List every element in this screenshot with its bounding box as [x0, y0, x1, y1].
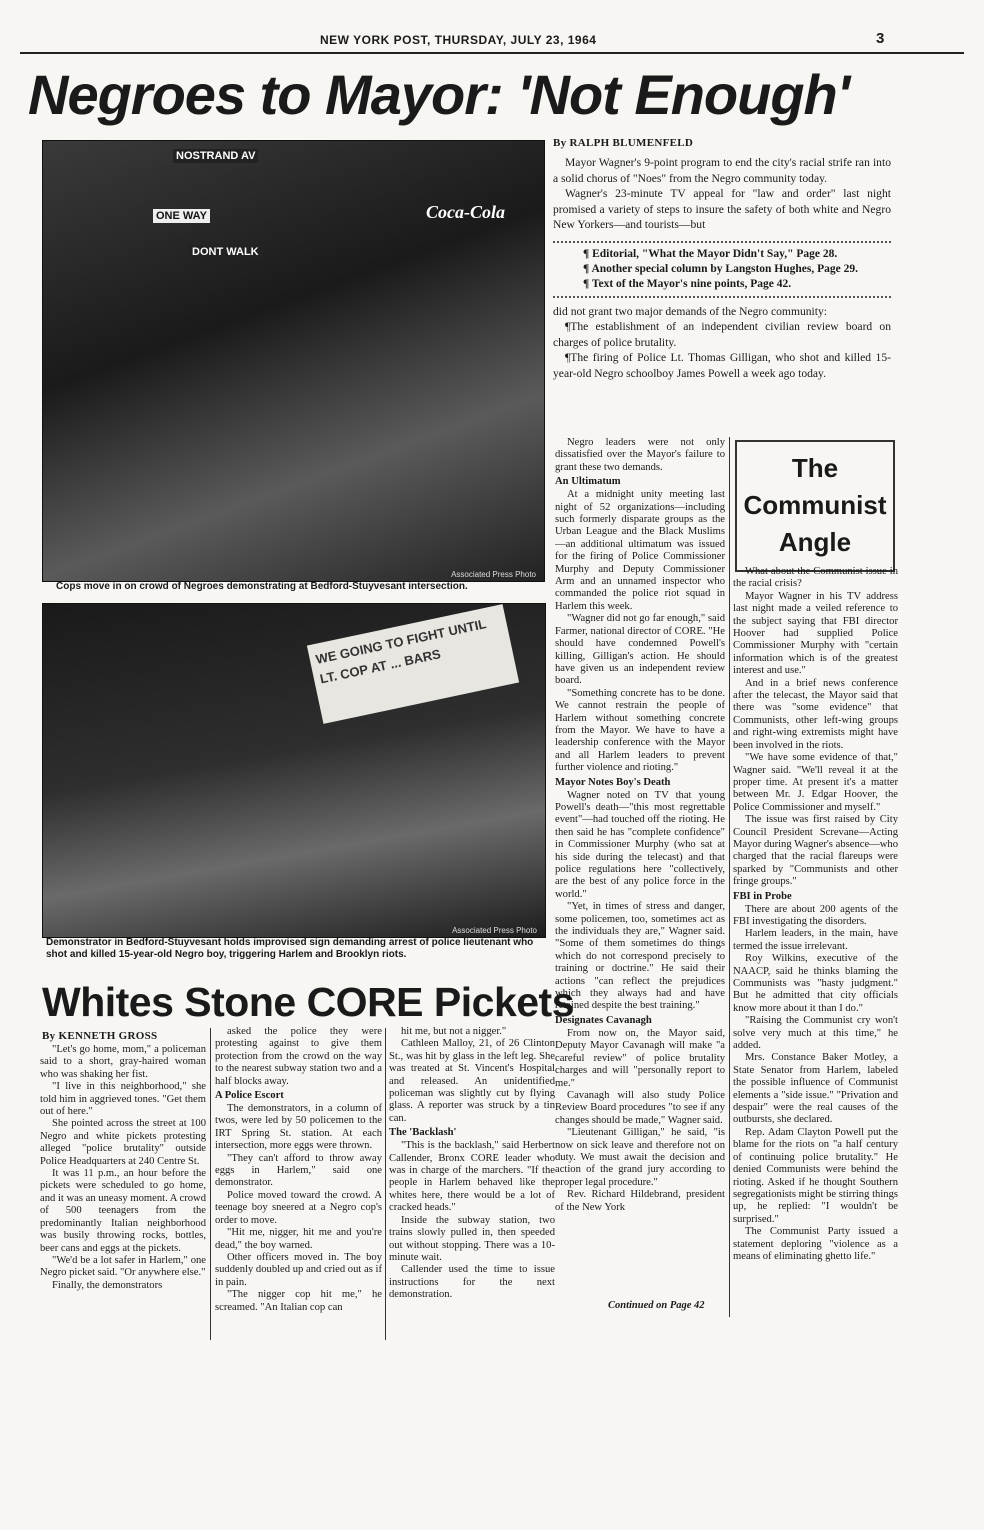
dont-walk-sign: DONT WALK [189, 245, 262, 259]
paragraph: Mrs. Constance Baker Motley, a State Senator from Harlem, labeled the possible influence of Communist elements a "side issue." "Privation and despair" were the real causes of the outbursts, she declared. [733, 1052, 898, 1126]
dateline: NEW YORK POST, THURSDAY, JULY 23, 1964 [320, 33, 597, 47]
paragraph: The demonstrators, in a column of twos, were led by 50 policemen to the IRT Spring St. station. At each intersection, more eggs were thrown. [215, 1103, 382, 1152]
cross-references [553, 241, 891, 298]
one-way-sign: ONE WAY [153, 209, 210, 223]
paragraph: Wagner's 23-minute TV appeal for "law and order" last night promised a variety of steps to insure the safety of both white and Negro New Yorkers—and tourists—but [553, 187, 891, 231]
paragraph: Wagner noted on TV that young Powell's death—"this most regrettable event"—had touched off the rioting. He then said he has "complete confidence" in Commissioner Murphy (who sat at his side during the telecast) and that police regulations here "collectively, are the best of any police force in the world." [555, 789, 725, 900]
paragraph: Harlem leaders, in the main, have termed the issue irrelevant. [733, 928, 898, 952]
subheading: FBI in Probe [733, 890, 792, 902]
sidebar-column [733, 566, 898, 1316]
street-sign: NOSTRAND AV [173, 149, 258, 163]
paragraph: Mayor Wagner's 9-point program to end the city's racial strife ran into a solid chorus of "Noes" from the Negro community today. [553, 156, 891, 185]
paragraph: "They can't afford to throw away eggs in Harlem," said one demonstrator. [215, 1152, 382, 1189]
paragraph: "Yet, in times of stress and danger, some policemen, too, sometimes act as the individuals they are," Wagner said. "Some of them sometimes do things which do not correspond precisely to training or doctrine." He said their actions "can reflect the prejudices which they always had and have retained despite the best training." [555, 901, 725, 1012]
photo-caption: Demonstrator in Bedford-Stuyvesant holds improvised sign demanding arrest of police lieutenant who shot and killed 15-year-old Negro boy, triggering Harlem and Brooklyn riots. [46, 937, 534, 960]
photo-caption: Cops move in on crowd of Negroes demonstrating at Bedford-Stuyvesant intersection. [56, 581, 468, 592]
paragraph: Callender used the time to issue instructions for the next demonstration. [389, 1264, 555, 1301]
paragraph: "Wagner did not go far enough," said Farmer, national director of CORE. "He should have condemned Powell's killing, Gilligan's action. He should have given us an independent review board. [555, 613, 725, 687]
paragraph: The Communist Party issued a statement deploring "violence as a means of eliminating ghetto life." [733, 1226, 898, 1262]
paragraph: "Let's go home, mom," a policeman said to a short, gray-haired woman who was shaking her fist. [40, 1044, 206, 1080]
paragraph: And in a brief news conference after the telecast, the Mayor said that there was "some evidence" that Communists, other left-wing groups and right-wing extremists might have been involved in the riots. [733, 677, 898, 751]
cola-sign: Coca-Cola [426, 202, 505, 222]
paragraph: Police moved toward the crowd. A teenage boy sneered at a Negro cop's order to move. [215, 1189, 382, 1226]
sidebar-title-line: Angle [778, 527, 852, 557]
masthead [0, 30, 984, 50]
second-story-column-2 [215, 1026, 382, 1340]
paragraph: hit me, but not a nigger." [401, 1026, 507, 1037]
sidebar-title-line: Communist [743, 490, 887, 520]
paragraph: There are about 200 agents of the FBI investigating the disorders. [733, 903, 898, 927]
photo-police-crowd [42, 140, 545, 582]
paragraph: She pointed across the street at 100 Negro and white pickets protesting alleged "police brutality" outside Police Headquarters at 240 Centre St. [40, 1118, 206, 1167]
continued-line: Continued on Page 42 [608, 1300, 705, 1311]
paragraph: "I live in this neighborhood," she told him in aggrieved tones. "Get them out of here." [40, 1081, 206, 1118]
paragraph: Finally, the demonstrators [52, 1279, 163, 1291]
paragraph: It was 11 p.m., an hour before the pickets were scheduled to go home, and it was an uneasy moment. A crowd of 500 teenagers from the predominantly Italian neighborhood was busily throwing rocks, bottles, beer cans and eggs at the pickets. [40, 1168, 206, 1254]
column-rule [729, 437, 730, 1317]
paragraph: "We have some evidence of that," Wagner said. "We'll reveal it at the proper time. At present it's a matter between Mr. J. Edgar Hoover, the Police Commissioner and myself." [733, 752, 898, 813]
column-rule [210, 1028, 211, 1340]
photo-credit: Associated Press Photo [452, 926, 537, 935]
byline: By KENNETH GROSS [42, 1030, 158, 1042]
paragraph: Other officers moved in. The boy suddenly doubled up and cried out as if in pain. [215, 1251, 382, 1288]
photo-demonstrator-sign [42, 603, 546, 938]
photo-credit: Associated Press Photo [451, 570, 536, 579]
lead-text [553, 155, 891, 233]
paragraph: "This is the backlash," said Herbert Callender, Bronx CORE leader who was in charge of the marchers. "If the people in Harlem behaved like the whites here, there would be a lot of cracked heads." [389, 1140, 555, 1214]
subheading: Mayor Notes Boy's Death [555, 776, 671, 788]
paragraph: Roy Wilkins, executive of the NAACP, said he thinks blaming the Communists was "hasty judgment." But he admitted that city officials know more about it than I do." [733, 953, 898, 1014]
protest-sign: WE GOING TO FIGHT UNTIL LT. COP AT ... BARS [307, 604, 519, 724]
paragraph: "Lieutenant Gilligan," he said, "is now on sick leave and therefore not on duty. We must await the decision and action of the grand jury according to proper legal procedure." [555, 1127, 725, 1188]
page-number: 3 [876, 30, 885, 47]
sidebar-title-box [735, 440, 895, 572]
masthead-rule [20, 52, 964, 54]
paragraph: From now on, the Mayor said, Deputy Mayor Cavanagh will make "a careful review" of police brutality charges and will "personally report to me." [555, 1027, 725, 1089]
subheading: A Police Escort [215, 1090, 284, 1102]
paragraph: did not grant two major demands of the Negro community: [553, 304, 828, 318]
paragraph: "Hit me, nigger, hit me and you're dead," the boy warned. [215, 1227, 382, 1251]
paragraph: Inside the subway station, two trains slowly pulled in, then speeded out without stopping. There was a 10-minute wait. [389, 1214, 555, 1263]
column-rule [385, 1028, 386, 1340]
main-story-lead [553, 137, 891, 381]
paragraph: ¶The establishment of an independent civilian review board on charges of police brutality. [553, 320, 891, 349]
second-story-column-3 [389, 1026, 555, 1340]
paragraph: Mayor Wagner in his TV address last night made a veiled reference to the subject saying that FBI director Hoover had supplied Police Commissioner Murphy with "certain information which is of the greatest interest and use." [733, 590, 898, 677]
paragraph: Rep. Adam Clayton Powell put the blame for the riots on "a half century of continuing police brutality." He denied Communists were behind the rioting. Asked if he thought Southern segregationists might be stirring things up, he replied: "I wouldn't be surprised." [733, 1126, 898, 1225]
subheading: Designates Cavanagh [555, 1014, 652, 1026]
paragraph: "Raising the Communist cry won't solve very much at this time," he added. [733, 1015, 898, 1052]
byline: By RALPH BLUMENFELD [553, 137, 694, 149]
paragraph: What about the Communist issue in the racial crisis? [733, 566, 898, 590]
paragraph: asked the police they were protesting against to give them protection from the crowd on the way to the nearest subway station two and a half blocks away. [215, 1026, 382, 1087]
reference-item: ¶ Another special column by Langston Hughes, Page 29. [583, 262, 859, 275]
paragraph: "The nigger cop hit me," he screamed. "An Italian cop can [215, 1289, 382, 1313]
sidebar-title-line: The [791, 453, 839, 483]
reference-item: ¶ Text of the Mayor's nine points, Page 42. [583, 277, 792, 290]
paragraph: Cathleen Malloy, 21, of 26 Clinton St., was hit by glass in the left leg. She was treated at St. Vincent's Hospital and released. An unidentified policeman was slightly cut by flying glass. A reporter was struck by a tin can. [389, 1038, 555, 1124]
second-headline: Whites Stone CORE Pickets [42, 979, 575, 1025]
paragraph: Rev. Richard Hildebrand, president of the New York [555, 1189, 725, 1213]
paragraph: At a midnight unity meeting last night of 52 organizations—including such formerly disparate groups as the Urban League and the Black Muslims—an additional ultimatum was issued for the firing of Police Commissioner Murphy and Deputy Commissioner Arm and an unnamed inspector who commanded the police riot squad in Harlem this week. [555, 489, 725, 612]
paragraph: "Something concrete has to be done. We cannot restrain the people of Harlem without something concrete from the Mayor. We have to have a leadership conference with the Mayor and all Harlem leaders to prevent further violence and rioting." [555, 687, 725, 774]
subheading: An Ultimatum [555, 476, 621, 488]
paragraph: Negro leaders were not only dissatisfied over the Mayor's failure to grant these two demands. [555, 437, 725, 473]
reference-item: ¶ Editorial, "What the Mayor Didn't Say," Page 28. [583, 247, 838, 260]
after-refs-text [553, 304, 891, 382]
main-headline: Negroes to Mayor: 'Not Enough' [28, 63, 850, 126]
paragraph: "We'd be a lot safer in Harlem," one Negro picket said. "Or anywhere else." [40, 1254, 206, 1279]
second-story-column-1 [40, 1044, 206, 1340]
paragraph: The issue was first raised by City Council President Screvane—Acting Mayor during Wagner's absence—who charged that the racial flareups were sparked by "Communists and other fringe groups." [733, 814, 898, 888]
main-story-column [555, 437, 725, 1297]
paragraph: ¶The firing of Police Lt. Thomas Gilligan, who shot and killed 15-year-old Negro schoolboy James Powell a week ago today. [553, 351, 891, 380]
subheading: The 'Backlash' [389, 1127, 457, 1139]
paragraph: Cavanagh will also study Police Review Board procedures "to see if any changes should be made," Wagner said. [555, 1089, 725, 1126]
